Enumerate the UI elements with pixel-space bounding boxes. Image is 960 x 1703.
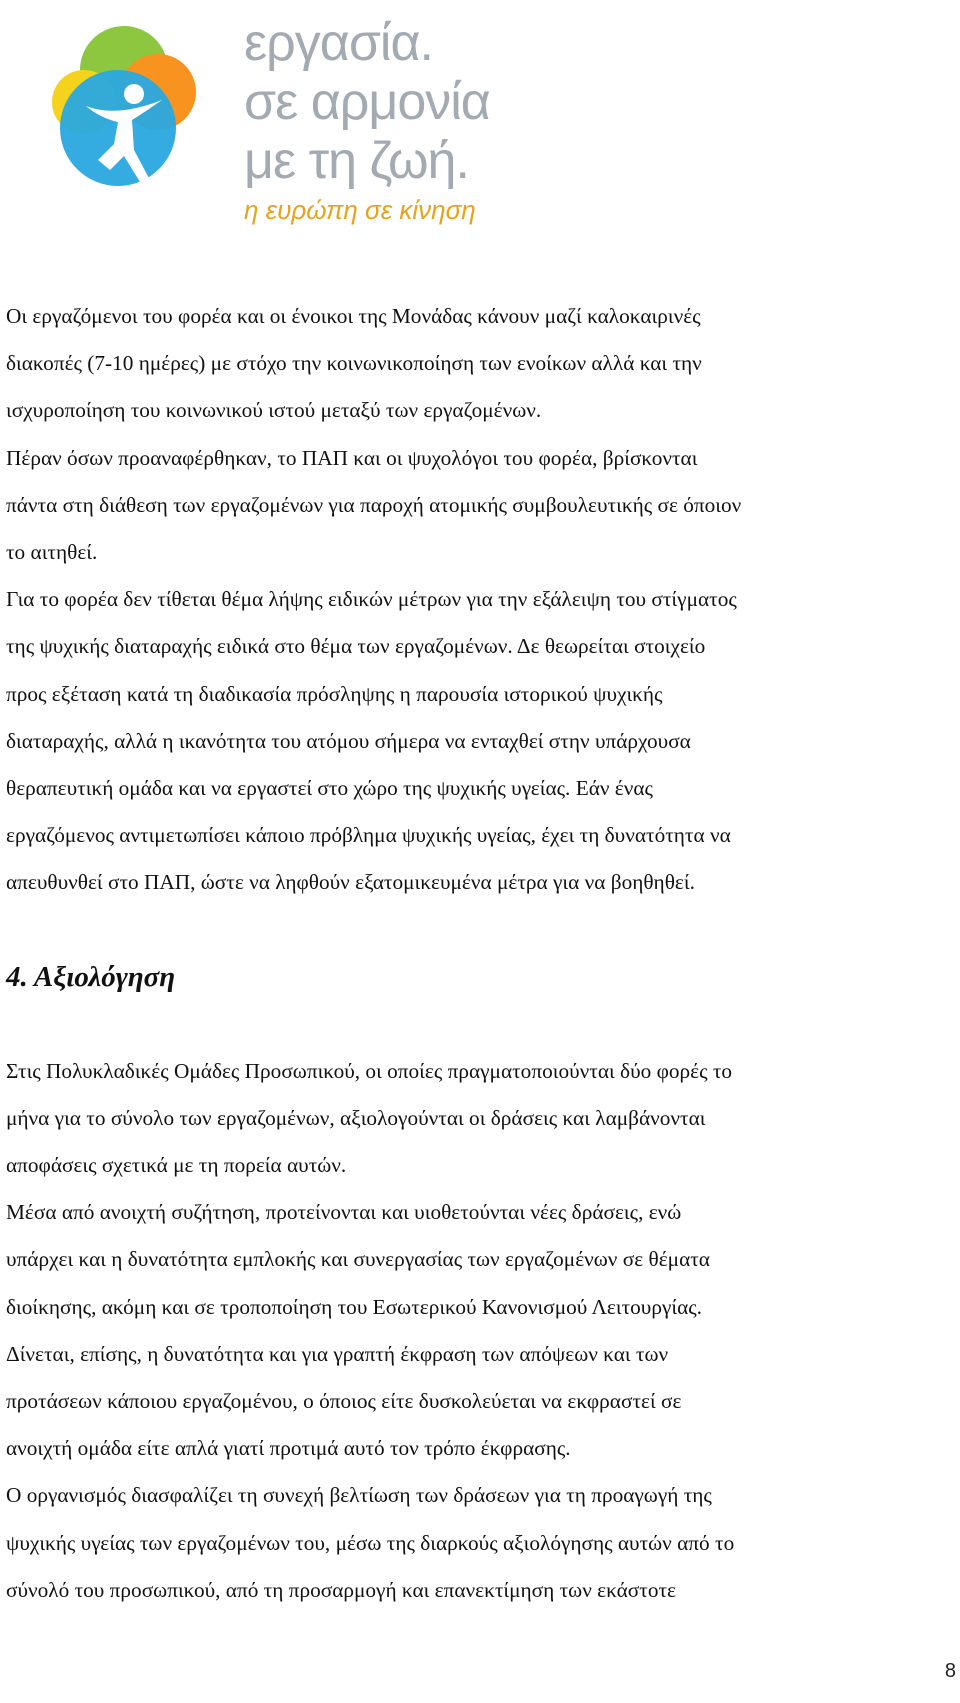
logo-line-2: σε αρμονία bbox=[244, 73, 490, 131]
text-line: Ο οργανισμός διασφαλίζει τη συνεχή βελτίωση των δράσεων για τη προαγωγή της bbox=[6, 1483, 712, 1508]
text-line: υπάρχει και η δυνατότητα εμπλοκής και συνεργασίας των εργαζομένων σε θέματα bbox=[6, 1247, 710, 1272]
text-line: διαταραχής, αλλά η ικανότητα του ατόμου σήμερα να ενταχθεί στην υπάρχουσα bbox=[6, 728, 691, 753]
paragraph-7 bbox=[6, 1472, 958, 1614]
page-number: 8 bbox=[944, 1660, 956, 1682]
logo-figure-head bbox=[124, 84, 144, 104]
text-line: Οι εργαζόμενοι του φορέα και οι ένοικοι της Μονάδας κάνουν μαζί καλοκαιρινές bbox=[6, 304, 701, 328]
paragraph-1 bbox=[6, 293, 958, 435]
text-line: της ψυχικής διαταραχής ειδικά στο θέμα των εργαζομένων. Δε θεωρείται στοιχείο bbox=[6, 634, 706, 659]
spacer bbox=[6, 1001, 958, 1048]
text-line: μήνα για το σύνολο των εργαζομένων, αξιολογούνται οι δράσεις και λαμβάνονται bbox=[6, 1105, 706, 1130]
text-line: Στις Πολυκλαδικές Ομάδες Προσωπικού, οι οποίες πραγματοποιούνται δύο φορές το bbox=[6, 1058, 733, 1083]
text-line: το αιτηθεί. bbox=[6, 540, 98, 565]
text-line: αποφάσεις σχετικά με τη πορεία αυτών. bbox=[6, 1153, 347, 1178]
text-line: Δίνεται, επίσης, η δυνατότητα και για γραπτή έκφραση των απόψεων και των bbox=[6, 1341, 669, 1366]
text-line: εργαζόμενος αντιμετωπίσει κάποιο πρόβλημα ψυχικής υγείας, έχει τη δυνατότητα να bbox=[6, 823, 731, 848]
text-line: Μέσα από ανοιχτή συζήτηση, προτείνονται και υιοθετούνται νέες δράσεις, ενώ bbox=[6, 1200, 682, 1225]
paragraph-5 bbox=[6, 1189, 958, 1331]
text-line: διοίκησης, ακόμη και σε τροποποίηση του Εσωτερικού Κανονισμού Λειτουργίας. bbox=[6, 1294, 703, 1319]
text-line: ψυχικής υγείας των εργαζομένων του, μέσω της διαρκούς αξιολόγησης αυτών από το bbox=[6, 1530, 735, 1555]
spacer bbox=[6, 907, 958, 954]
logo bbox=[46, 10, 490, 245]
text-line: απευθυνθεί στο ΠΑΠ, ώστε να ληφθούν εξατομικευμένα μέτρα για να βοηθηθεί. bbox=[6, 870, 695, 895]
document-body bbox=[6, 293, 958, 1614]
text-line: ανοιχτή ομάδα είτε απλά γιατί προτιμά αυτό τον τρόπο έκφρασης. bbox=[6, 1436, 571, 1461]
paragraph-4 bbox=[6, 1048, 958, 1190]
logo-line-1: εργασία. bbox=[244, 14, 433, 72]
text-line: ισχυροποίηση του κοινωνικού ιστού μεταξύ των εργαζομένων. bbox=[6, 398, 542, 423]
section-heading: 4. Αξιολόγηση bbox=[6, 960, 176, 993]
text-line: πάντα στη διάθεση των εργαζομένων για παροχή ατομικής συμβουλευτικής σε όποιον bbox=[6, 492, 742, 517]
text-line: θεραπευτική ομάδα και να εργαστεί στο χώρο της ψυχικής υγείας. Εάν ένας bbox=[6, 776, 653, 801]
paragraph-3 bbox=[6, 576, 958, 906]
logo-line-3: με τη ζωή. bbox=[244, 132, 469, 190]
logo-wordmark bbox=[244, 14, 490, 225]
logo-emblem-icon bbox=[46, 10, 206, 210]
paragraph-2 bbox=[6, 435, 958, 577]
logo-tagline: η ευρώπη σε κίνηση bbox=[244, 195, 476, 225]
text-line: σύνολό του προσωπικού, από τη προσαρμογή και επανεκτίμηση των εκάστοτε bbox=[6, 1577, 676, 1602]
text-line: Για το φορέα δεν τίθεται θέμα λήψης ειδικών μέτρων για την εξάλειψη του στίγματος bbox=[6, 587, 737, 612]
text-line: προτάσεων κάποιου εργαζομένου, ο όποιος είτε δυσκολεύεται να εκφραστεί σε bbox=[6, 1389, 682, 1414]
text-line: Πέραν όσων προαναφέρθηκαν, το ΠΑΠ και οι ψυχολόγοι του φορέα, βρίσκονται bbox=[6, 445, 698, 470]
text-line: διακοπές (7-10 ημέρες) με στόχο την κοινωνικοποίηση των ενοίκων αλλά και την bbox=[6, 351, 702, 376]
text-line: προς εξέταση κατά τη διαδικασία πρόσληψης η παρουσία ιστορικού ψυχικής bbox=[6, 681, 663, 706]
paragraph-6 bbox=[6, 1331, 958, 1473]
